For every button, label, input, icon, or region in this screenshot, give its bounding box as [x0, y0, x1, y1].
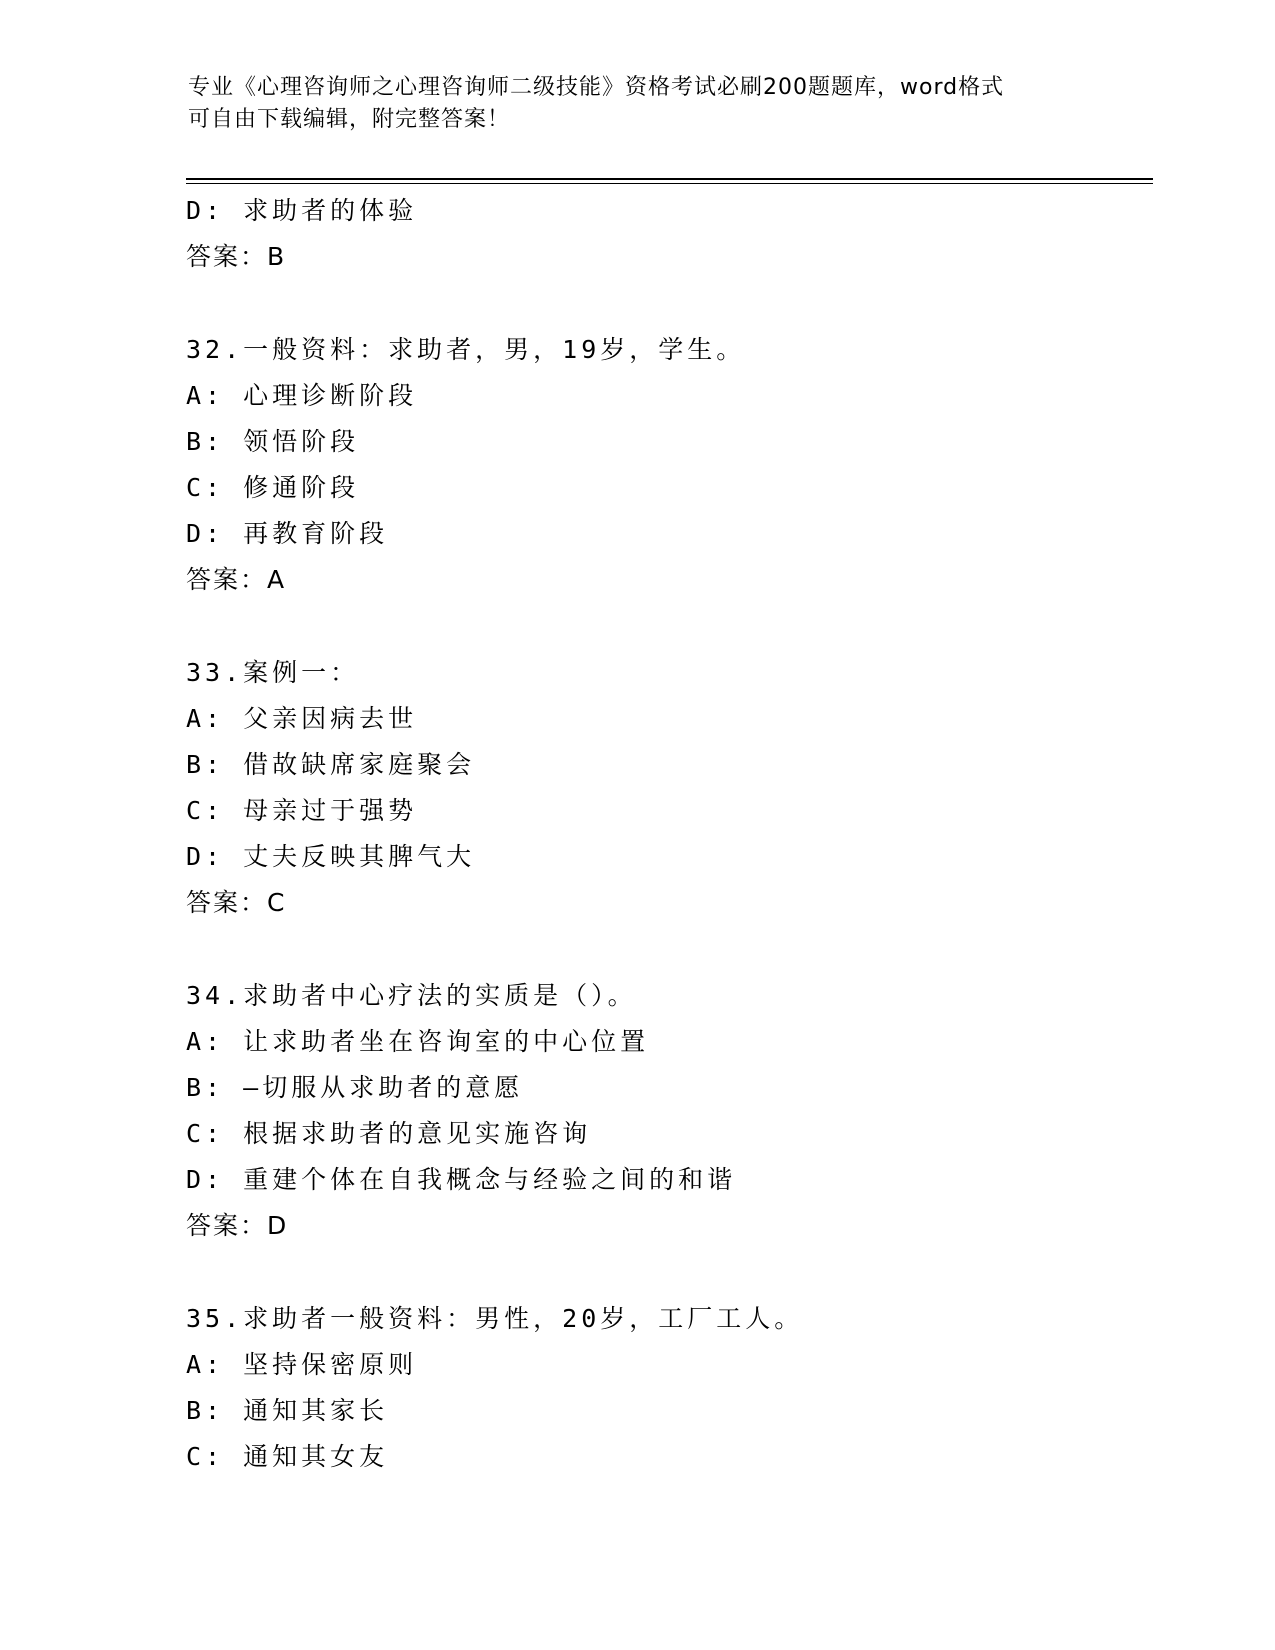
answer: 答案：C [186, 888, 287, 917]
header-rule-thin [186, 183, 1153, 184]
option-d: D: 求助者的体验 [186, 196, 418, 225]
option-c: C: 通知其女友 [186, 1442, 389, 1471]
option-c: C: 母亲过于强势 [186, 796, 418, 825]
answer: 答案：D [186, 1211, 289, 1240]
option-d: D: 重建个体在自我概念与经验之间的和谐 [186, 1165, 737, 1194]
answer: 答案：B [186, 242, 287, 271]
option-b: B: 领悟阶段 [186, 427, 360, 456]
option-b: B: 通知其家长 [186, 1396, 389, 1425]
question-35 [186, 1296, 1146, 1480]
question-stem: 33.案例一： [186, 658, 360, 687]
option-c: C: 修通阶段 [186, 473, 360, 502]
document-header [188, 72, 1068, 136]
option-a: A: 坚持保密原则 [186, 1350, 418, 1379]
option-a: A: 心理诊断阶段 [186, 381, 418, 410]
option-c: C: 根据求助者的意见实施咨询 [186, 1119, 592, 1148]
question-stem: 34.求助者中心疗法的实质是（）。 [186, 981, 637, 1010]
option-d: D: 丈夫反映其脾气大 [186, 842, 476, 871]
option-d: D: 再教育阶段 [186, 519, 389, 548]
question-32 [186, 327, 1146, 603]
option-a: A: 父亲因病去世 [186, 704, 418, 733]
question-33 [186, 650, 1146, 926]
question-34 [186, 973, 1146, 1249]
question-stem: 35.求助者一般资料：男性，20岁，工厂工人。 [186, 1304, 804, 1333]
option-a: A: 让求助者坐在咨询室的中心位置 [186, 1027, 650, 1056]
header-title-line-1: 专业《心理咨询师之心理咨询师二级技能》资格考试必刷200题题库，word格式 [188, 75, 1005, 100]
header-title-line-2: 可自由下载编辑，附完整答案！ [188, 107, 511, 132]
question-list [186, 188, 1146, 1480]
answer: 答案：A [186, 565, 287, 594]
option-b: B: —切服从求助者的意愿 [186, 1073, 524, 1102]
header-rule-thick [186, 178, 1153, 180]
question-stem: 32.一般资料：求助者，男，19岁，学生。 [186, 335, 746, 364]
option-b: B: 借故缺席家庭聚会 [186, 750, 476, 779]
